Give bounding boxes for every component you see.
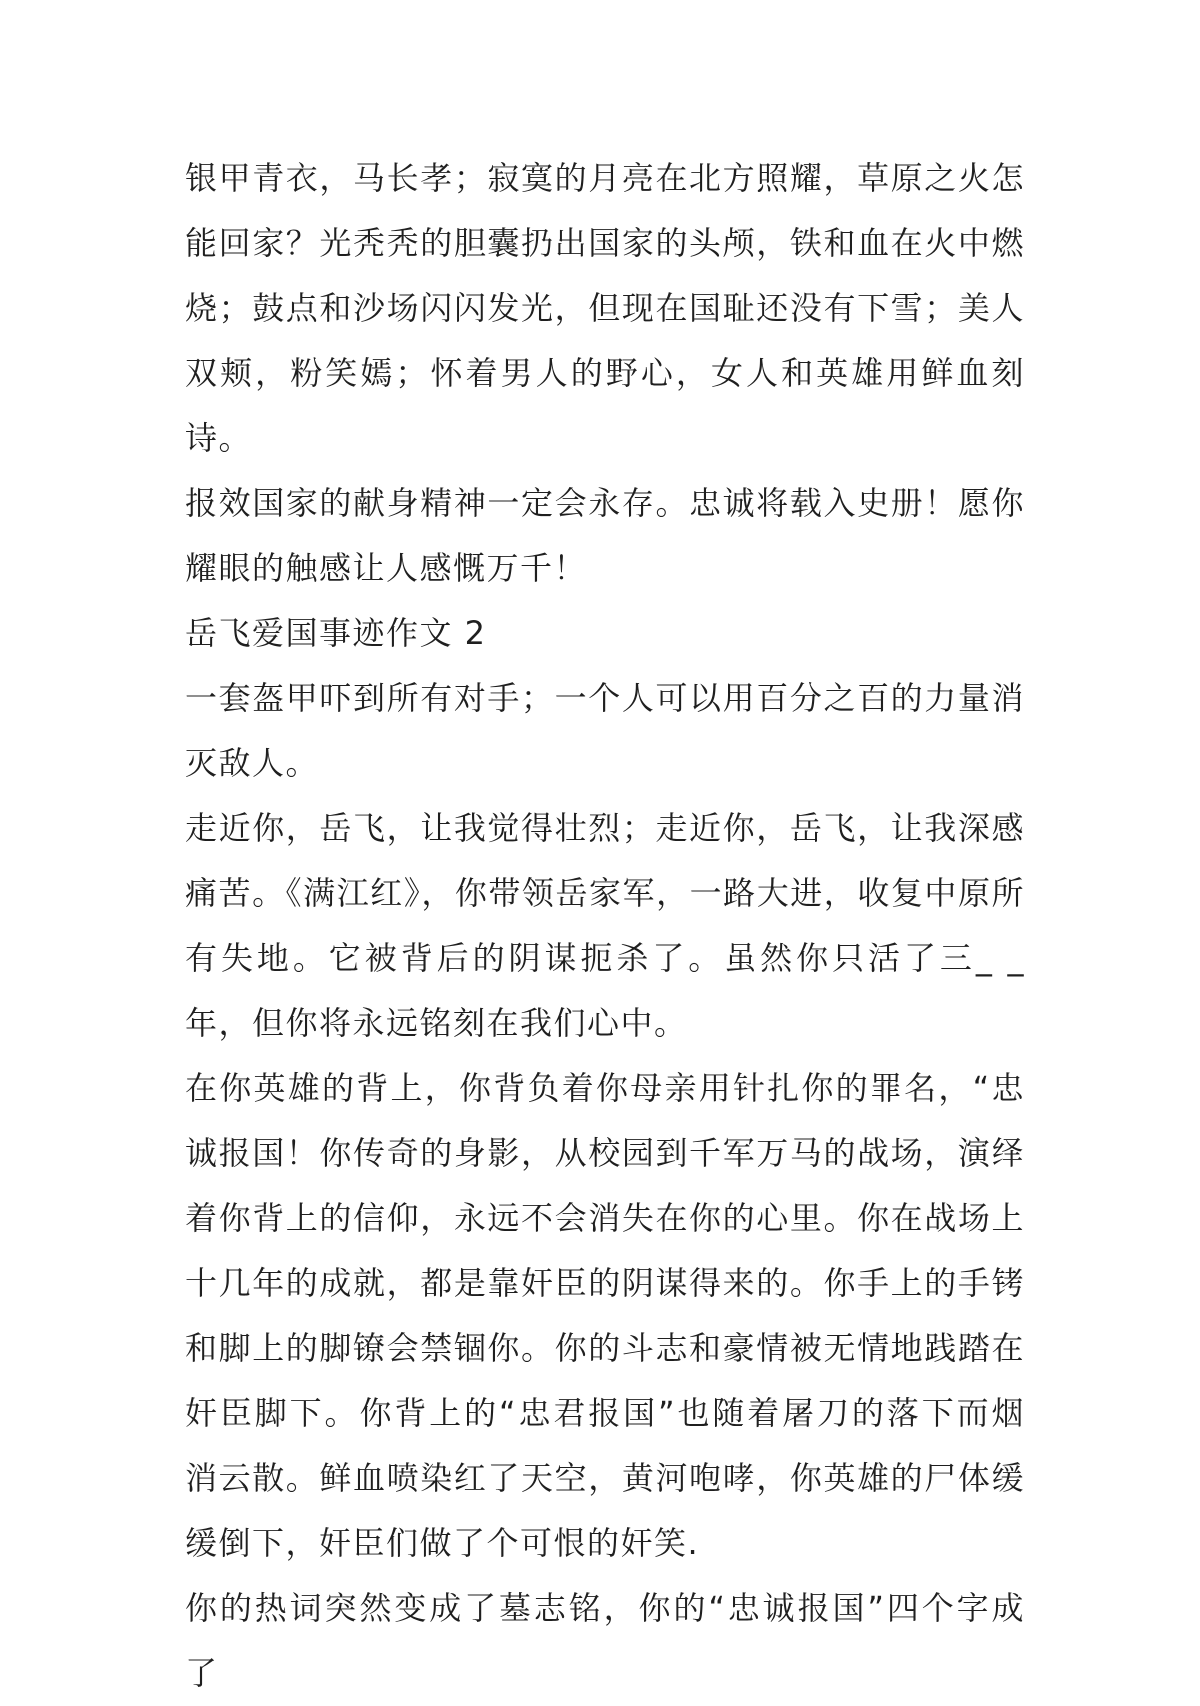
essay-heading: 岳飞爱国事迹作文 2: [185, 614, 487, 652]
paragraph-poem: 银甲青衣，马长孝；寂寞的月亮在北方照耀，草原之火怎能回家？光秃秃的胆囊扔出国家的头颅，铁和血在火中燃烧；鼓点和沙场闪闪发光，但现在国耻还没有下雪；美人双颊，粉笑嫣；怀着男人的野心，女人和英雄用鲜血刻诗。: [185, 159, 1025, 457]
paragraph-dedication: 报效国家的献身精神一定会永存。忠诚将载入史册！愿你耀眼的触感让人感慨万千！: [185, 484, 1025, 587]
paragraph-armor: 一套盔甲吓到所有对手；一个人可以用百分之百的力量消灭敌人。: [185, 679, 1025, 782]
paragraph-approach: 走近你，岳飞，让我觉得壮烈；走近你，岳飞，让我深感痛苦。《满江红》，你带领岳家军，一路大进，收复中原所有失地。它被背后的阴谋扼杀了。虽然你只活了三_ _年，但你将永远铭刻在我们心中。: [185, 809, 1025, 1042]
paragraph-epitaph: 你的热词突然变成了墓志铭，你的“忠诚报国”四个字成了: [185, 1589, 1025, 1692]
paragraph-back: 在你英雄的背上，你背负着你母亲用针扎你的罪名，“忠诚报国！你传奇的身影，从校园到千军万马的战场，演绎着你背上的信仰，永远不会消失在你的心里。你在战场上十几年的成就，都是靠奸臣的阴谋得来的。你手上的手铐和脚上的脚镣会禁锢你。你的斗志和豪情被无情地践踏在奸臣脚下。你背上的“忠君报国”也随着屠刀的落下而烟消云散。鲜血喷染红了天空，黄河咆哮，你英雄的尸体缓缓倒下，奸臣们做了个可恨的奸笑.: [185, 1069, 1025, 1562]
document-body: [185, 146, 1025, 1706]
